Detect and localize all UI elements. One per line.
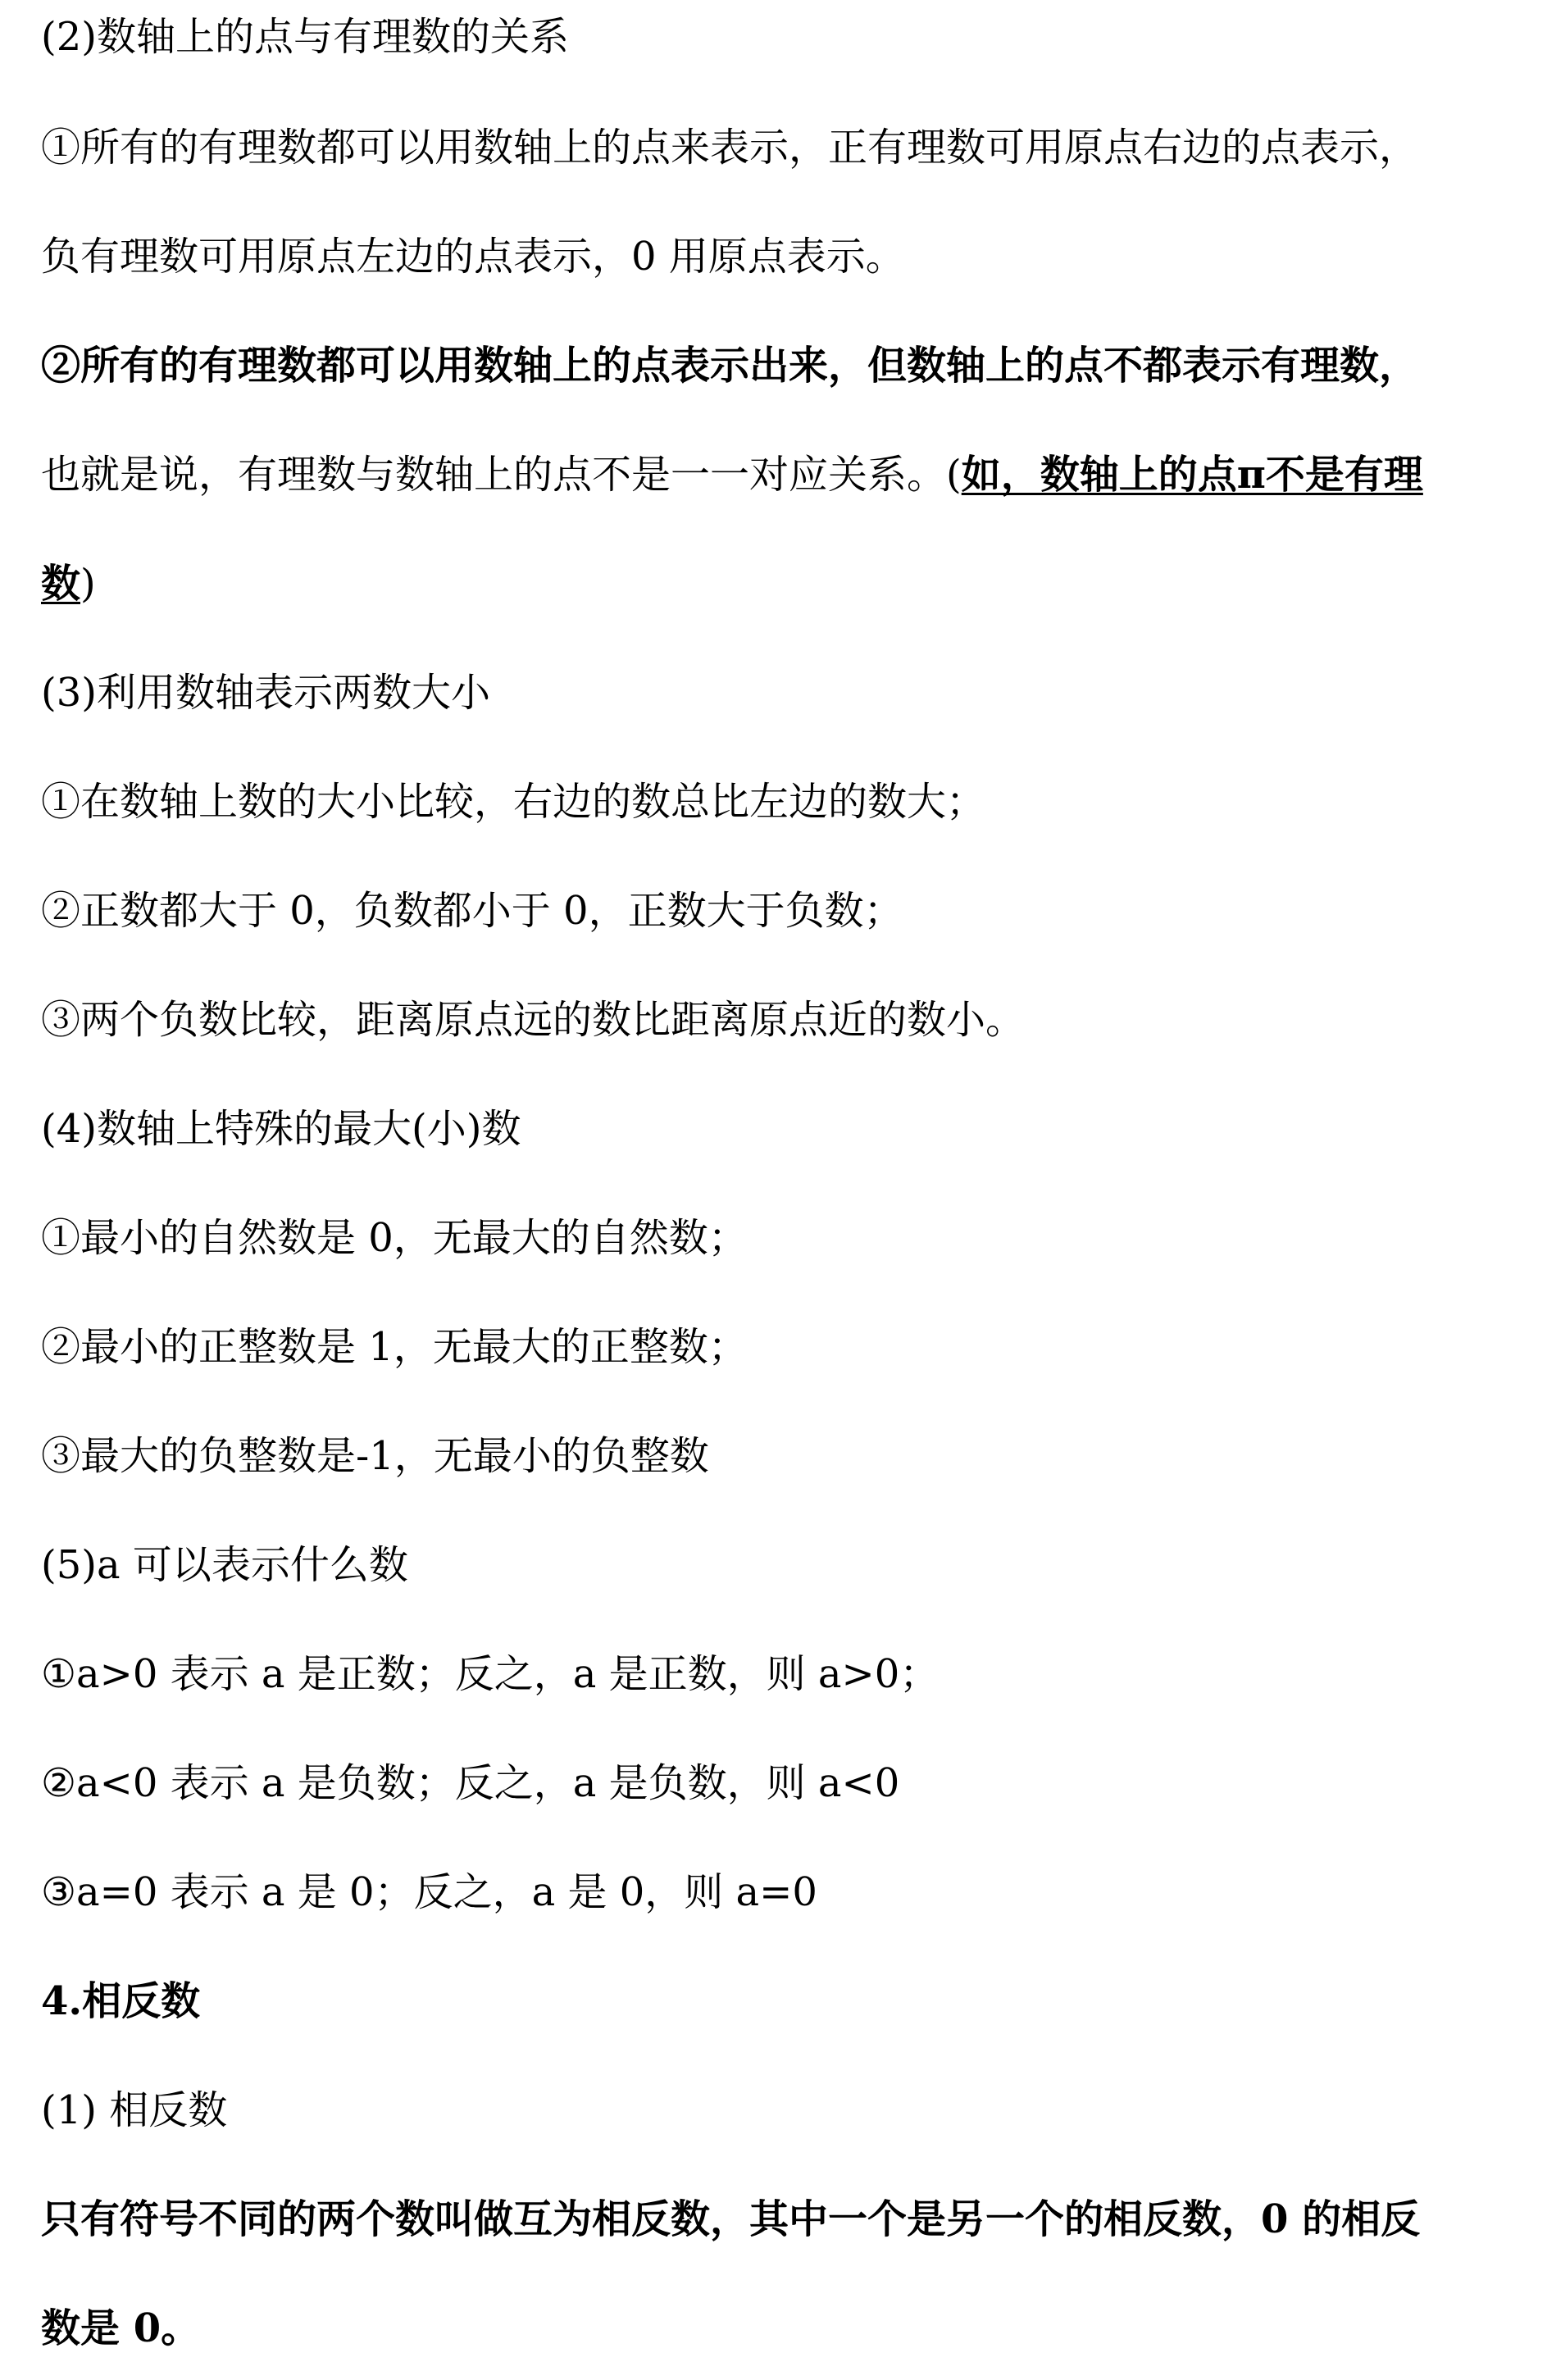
paragraph-line bbox=[41, 230, 1517, 283]
example-note: 数 bbox=[41, 561, 81, 607]
chapter-heading bbox=[41, 1975, 1517, 2027]
example-note: 如，数轴上的点π不是有理 bbox=[961, 452, 1423, 498]
emphasis-line bbox=[41, 339, 1517, 392]
list-item-text: ②最小的正整数是 1，无最大的正整数； bbox=[41, 1324, 748, 1370]
paragraph-line bbox=[41, 448, 1517, 501]
definition-line bbox=[41, 2302, 1517, 2355]
list-item bbox=[41, 885, 1517, 937]
paragraph-line bbox=[41, 557, 1517, 610]
heading-text: (2)数轴上的点与有理数的关系 bbox=[41, 14, 569, 60]
paragraph-text: ) bbox=[80, 561, 96, 607]
list-item-text: ③最大的负整数是-1，无最小的负整数 bbox=[41, 1433, 709, 1479]
list-item-text: ③a=0 表示 a 是 0；反之，a 是 0，则 a=0 bbox=[41, 1869, 817, 1915]
section-heading-2 bbox=[41, 11, 1517, 63]
list-item-text: ③两个负数比较，距离原点远的数比距离原点近的数小。 bbox=[41, 997, 1026, 1043]
list-item-text: ①a>0 表示 a 是正数；反之，a 是正数，则 a>0； bbox=[41, 1651, 940, 1697]
list-item bbox=[41, 1757, 1517, 1809]
list-item bbox=[41, 1430, 1517, 1482]
list-item-text: ①在数轴上数的大小比较，右边的数总比左边的数大； bbox=[41, 779, 986, 825]
heading-text: (3)利用数轴表示两数大小 bbox=[41, 670, 490, 716]
subsection-heading bbox=[41, 2084, 1517, 2137]
list-item bbox=[41, 994, 1517, 1046]
paragraph-text: 负有理数可用原点左边的点表示，0 用原点表示。 bbox=[41, 234, 905, 280]
heading-text: (5)a 可以表示什么数 bbox=[41, 1542, 408, 1588]
definition-line bbox=[41, 2193, 1517, 2246]
section-heading-5 bbox=[41, 1539, 1517, 1591]
paragraph-text: 也就是说，有理数与数轴上的点不是一一对应关系。( bbox=[41, 452, 962, 498]
list-item-text: ②正数都大于 0，负数都小于 0，正数大于负数； bbox=[41, 888, 903, 934]
paragraph-text: ①所有的有理数都可以用数轴上的点来表示，正有理数可用原点右边的点表示， bbox=[41, 125, 1419, 171]
list-item bbox=[41, 1866, 1517, 1918]
list-item bbox=[41, 1321, 1517, 1373]
list-item-text: ②a<0 表示 a 是负数；反之，a 是负数，则 a<0 bbox=[41, 1760, 900, 1806]
heading-text: 4.相反数 bbox=[41, 1978, 201, 2024]
list-item bbox=[41, 1212, 1517, 1264]
heading-text: (4)数轴上特殊的最大(小)数 bbox=[41, 1106, 521, 1152]
section-heading-3 bbox=[41, 667, 1517, 719]
list-item bbox=[41, 776, 1517, 828]
paragraph-line bbox=[41, 121, 1517, 174]
section-heading-4 bbox=[41, 1103, 1517, 1155]
list-item bbox=[41, 1648, 1517, 1700]
definition-text: 数是 0。 bbox=[41, 2305, 201, 2351]
emphasis-text: ②所有的有理数都可以用数轴上的点表示出来，但数轴上的点不都表示有理数， bbox=[41, 343, 1419, 389]
list-item-text: ①最小的自然数是 0，无最大的自然数； bbox=[41, 1215, 748, 1261]
heading-text: (1) 相反数 bbox=[41, 2087, 228, 2133]
definition-text: 只有符号不同的两个数叫做互为相反数，其中一个是另一个的相反数，0 的相反 bbox=[41, 2196, 1421, 2242]
